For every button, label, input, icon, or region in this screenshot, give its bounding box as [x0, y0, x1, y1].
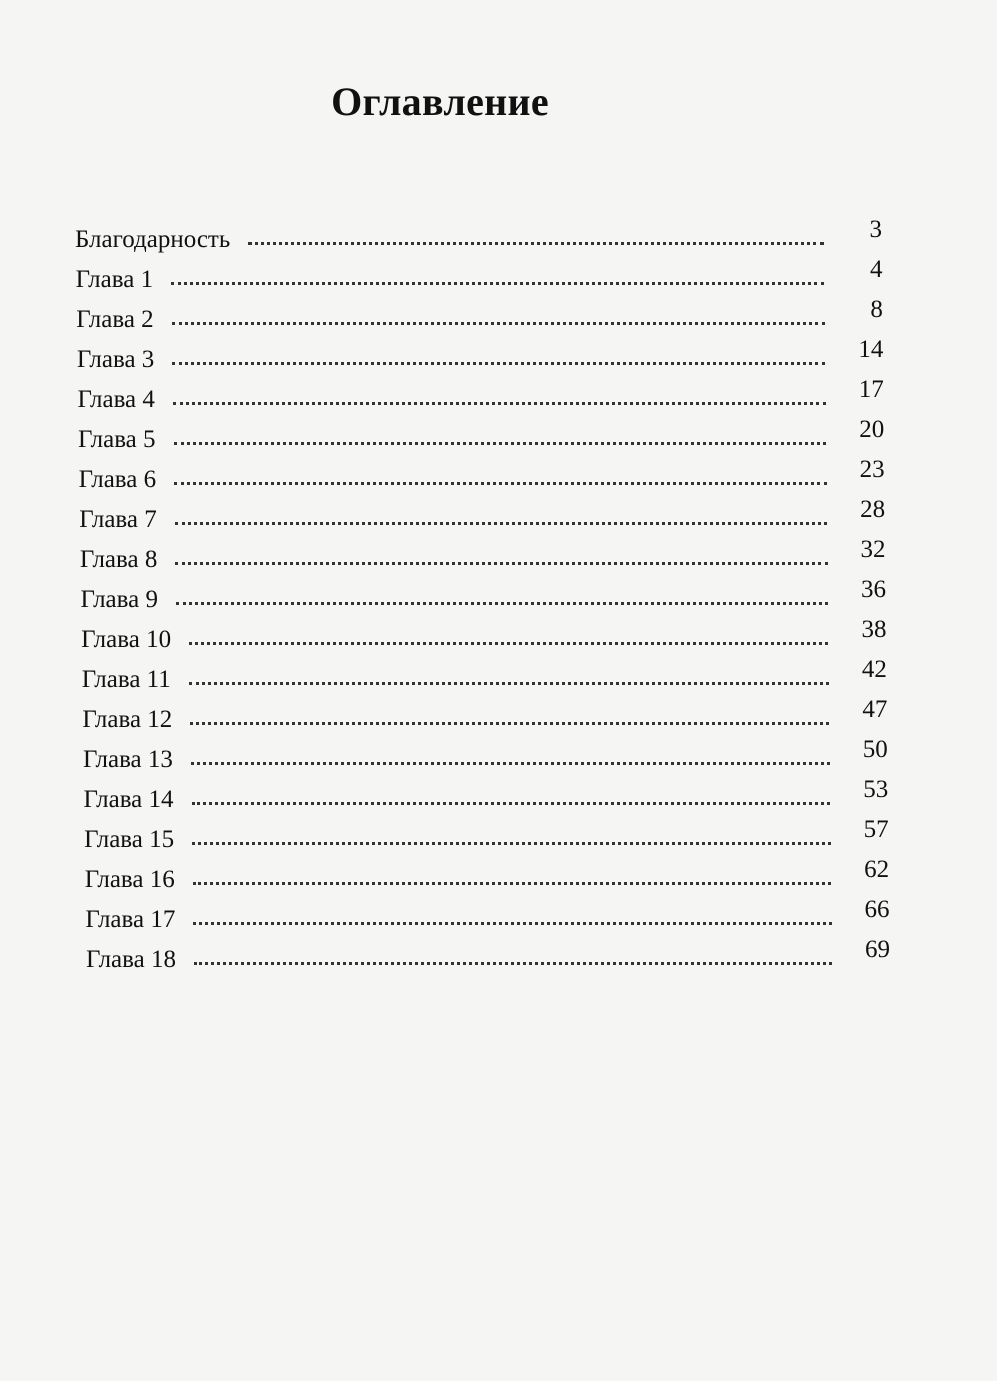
toc-entry [81, 656, 887, 702]
toc-leader-dots [192, 841, 831, 845]
toc-entry-label: Глава 7 [79, 506, 157, 533]
toc-entry [76, 336, 884, 382]
toc-entry-label: Глава 11 [81, 666, 171, 693]
toc-leader-dots [175, 561, 827, 565]
toc-leader-dots [190, 721, 829, 725]
toc-entry-label: Глава 6 [78, 466, 157, 493]
toc-entry [82, 696, 888, 742]
toc-entry-label: Глава 4 [77, 386, 155, 413]
toc-leader-dots [172, 321, 825, 325]
toc-leader-dots [248, 241, 824, 245]
toc-entry [78, 456, 885, 502]
toc-entry [79, 496, 886, 542]
toc-entry-page: 3 [869, 216, 882, 243]
toc-entry-label: Глава 1 [75, 266, 154, 293]
toc-leader-dots [191, 761, 830, 765]
toc-entry-page: 20 [859, 416, 885, 443]
toc-entry [86, 936, 890, 982]
toc-entry-page: 53 [863, 776, 889, 803]
toc-leader-dots [172, 361, 825, 365]
toc-entry-page: 66 [864, 896, 890, 923]
toc-entry-page: 8 [870, 296, 883, 323]
toc-entry-label: Благодарность [75, 226, 231, 253]
toc-entry-page: 62 [864, 856, 890, 883]
toc-entry [81, 616, 887, 662]
toc-leader-dots [192, 801, 831, 805]
toc-entry-label: Глава 15 [84, 826, 175, 853]
toc-leader-dots [171, 281, 824, 285]
toc-entry [85, 896, 890, 942]
toc-entry-label: Глава 5 [78, 426, 156, 453]
page-title: Оглавление [331, 79, 549, 124]
toc-entry-page: 23 [859, 456, 885, 483]
toc-entry-page: 38 [861, 616, 887, 643]
toc-entry-page: 57 [863, 816, 889, 843]
toc-entry [80, 576, 887, 622]
toc-entry-page: 17 [858, 376, 884, 403]
toc-entry-label: Глава 16 [84, 866, 175, 893]
toc-entry [77, 376, 884, 422]
toc-entry-label: Глава 9 [80, 586, 158, 613]
toc-entry [76, 296, 883, 342]
toc-leader-dots [193, 921, 831, 925]
toc-entry-page: 28 [860, 496, 886, 523]
toc-entry-page: 69 [865, 936, 890, 963]
toc-entry [78, 416, 885, 462]
toc-leader-dots [175, 521, 827, 525]
toc-entry-label: Глава 3 [76, 346, 155, 373]
toc-entry-page: 47 [862, 696, 888, 723]
toc-entry-label: Глава 8 [79, 546, 158, 573]
toc-entry [84, 856, 890, 902]
toc-entry-label: Глава 12 [82, 706, 173, 733]
toc-entry-label: Глава 10 [81, 626, 172, 653]
toc-entry-label: Глава 14 [83, 786, 174, 813]
toc-entry-page: 14 [858, 336, 884, 363]
toc-leader-dots [189, 681, 829, 685]
toc-entry [82, 736, 888, 782]
toc-entry [75, 216, 882, 262]
toc-leader-dots [173, 401, 826, 405]
toc-leader-dots [189, 641, 828, 645]
toc-entry-label: Глава 17 [85, 906, 176, 933]
toc-entry-page: 4 [869, 256, 883, 283]
toc-entry-label: Глава 18 [86, 946, 176, 973]
toc-entry-label: Глава 2 [76, 306, 154, 333]
toc-leader-dots [174, 481, 827, 485]
toc-entry [84, 816, 889, 862]
toc-entry-label: Глава 13 [82, 746, 173, 773]
toc-entry-page: 50 [862, 736, 888, 763]
toc-entry-page: 32 [860, 536, 886, 563]
toc-entry-page: 42 [861, 656, 887, 683]
toc-leader-dots [174, 441, 827, 445]
toc-entry [79, 536, 886, 582]
toc-leader-dots [176, 601, 828, 605]
toc-entry [83, 776, 889, 822]
toc-leader-dots [194, 961, 832, 965]
toc-entry-page: 36 [861, 576, 886, 603]
toc-entry [75, 256, 883, 302]
toc-leader-dots [193, 881, 831, 885]
